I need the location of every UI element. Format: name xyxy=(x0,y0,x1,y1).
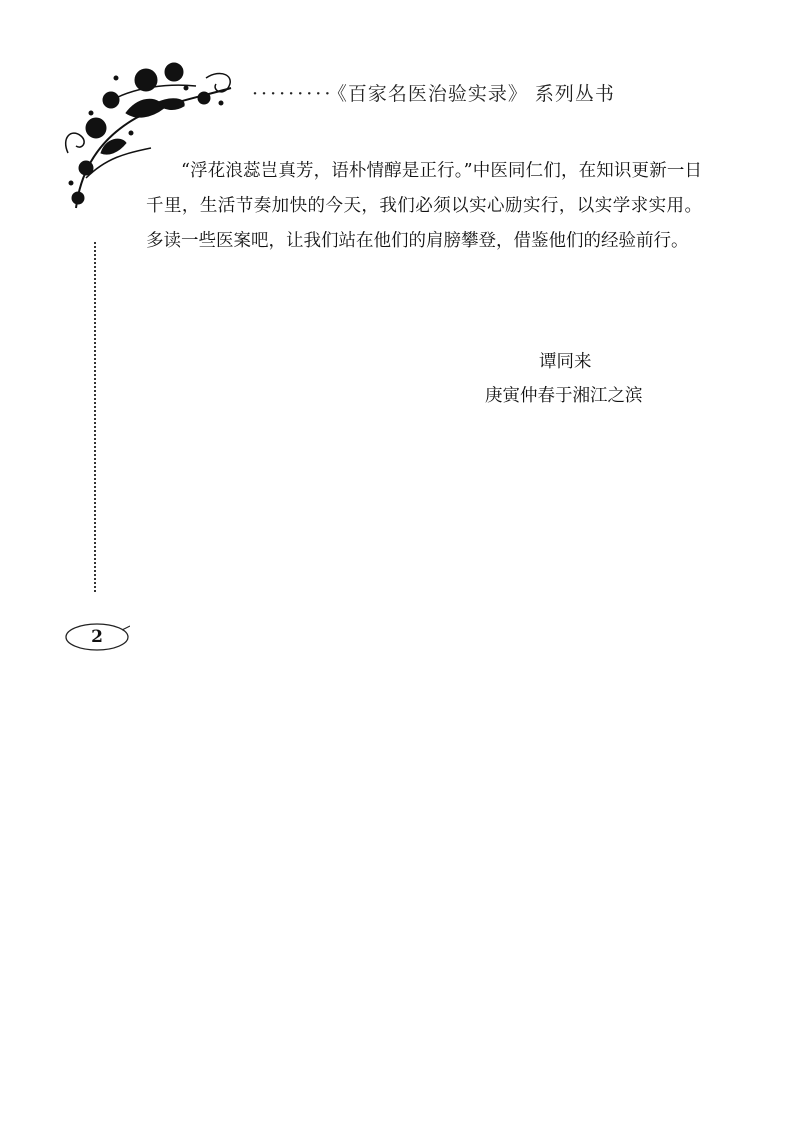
body-paragraph: “浮花浪蕊岂真芳，语朴情醇是正行。”中医同仁们，在知识更新一日千里，生活节奏加快的今天，我们必须以实心励实行，以实学求实用。多读一些医案吧，让我们站在他们的肩膀攀登，借鉴他们的经验前行。 xyxy=(146,161,702,251)
series-title: 《百家名医治验实录》 系列丛书 xyxy=(337,83,615,105)
page-number: 2 xyxy=(91,627,103,647)
page-number-badge xyxy=(64,622,130,652)
series-header xyxy=(252,79,615,106)
header-dots: ········· xyxy=(252,83,334,105)
author-name: 谭同来 xyxy=(539,352,592,372)
signature-date-place: 庚寅仲春于湘江之滨 xyxy=(485,386,643,406)
preface-closing-text xyxy=(146,154,702,259)
left-dotted-rule xyxy=(94,242,96,592)
